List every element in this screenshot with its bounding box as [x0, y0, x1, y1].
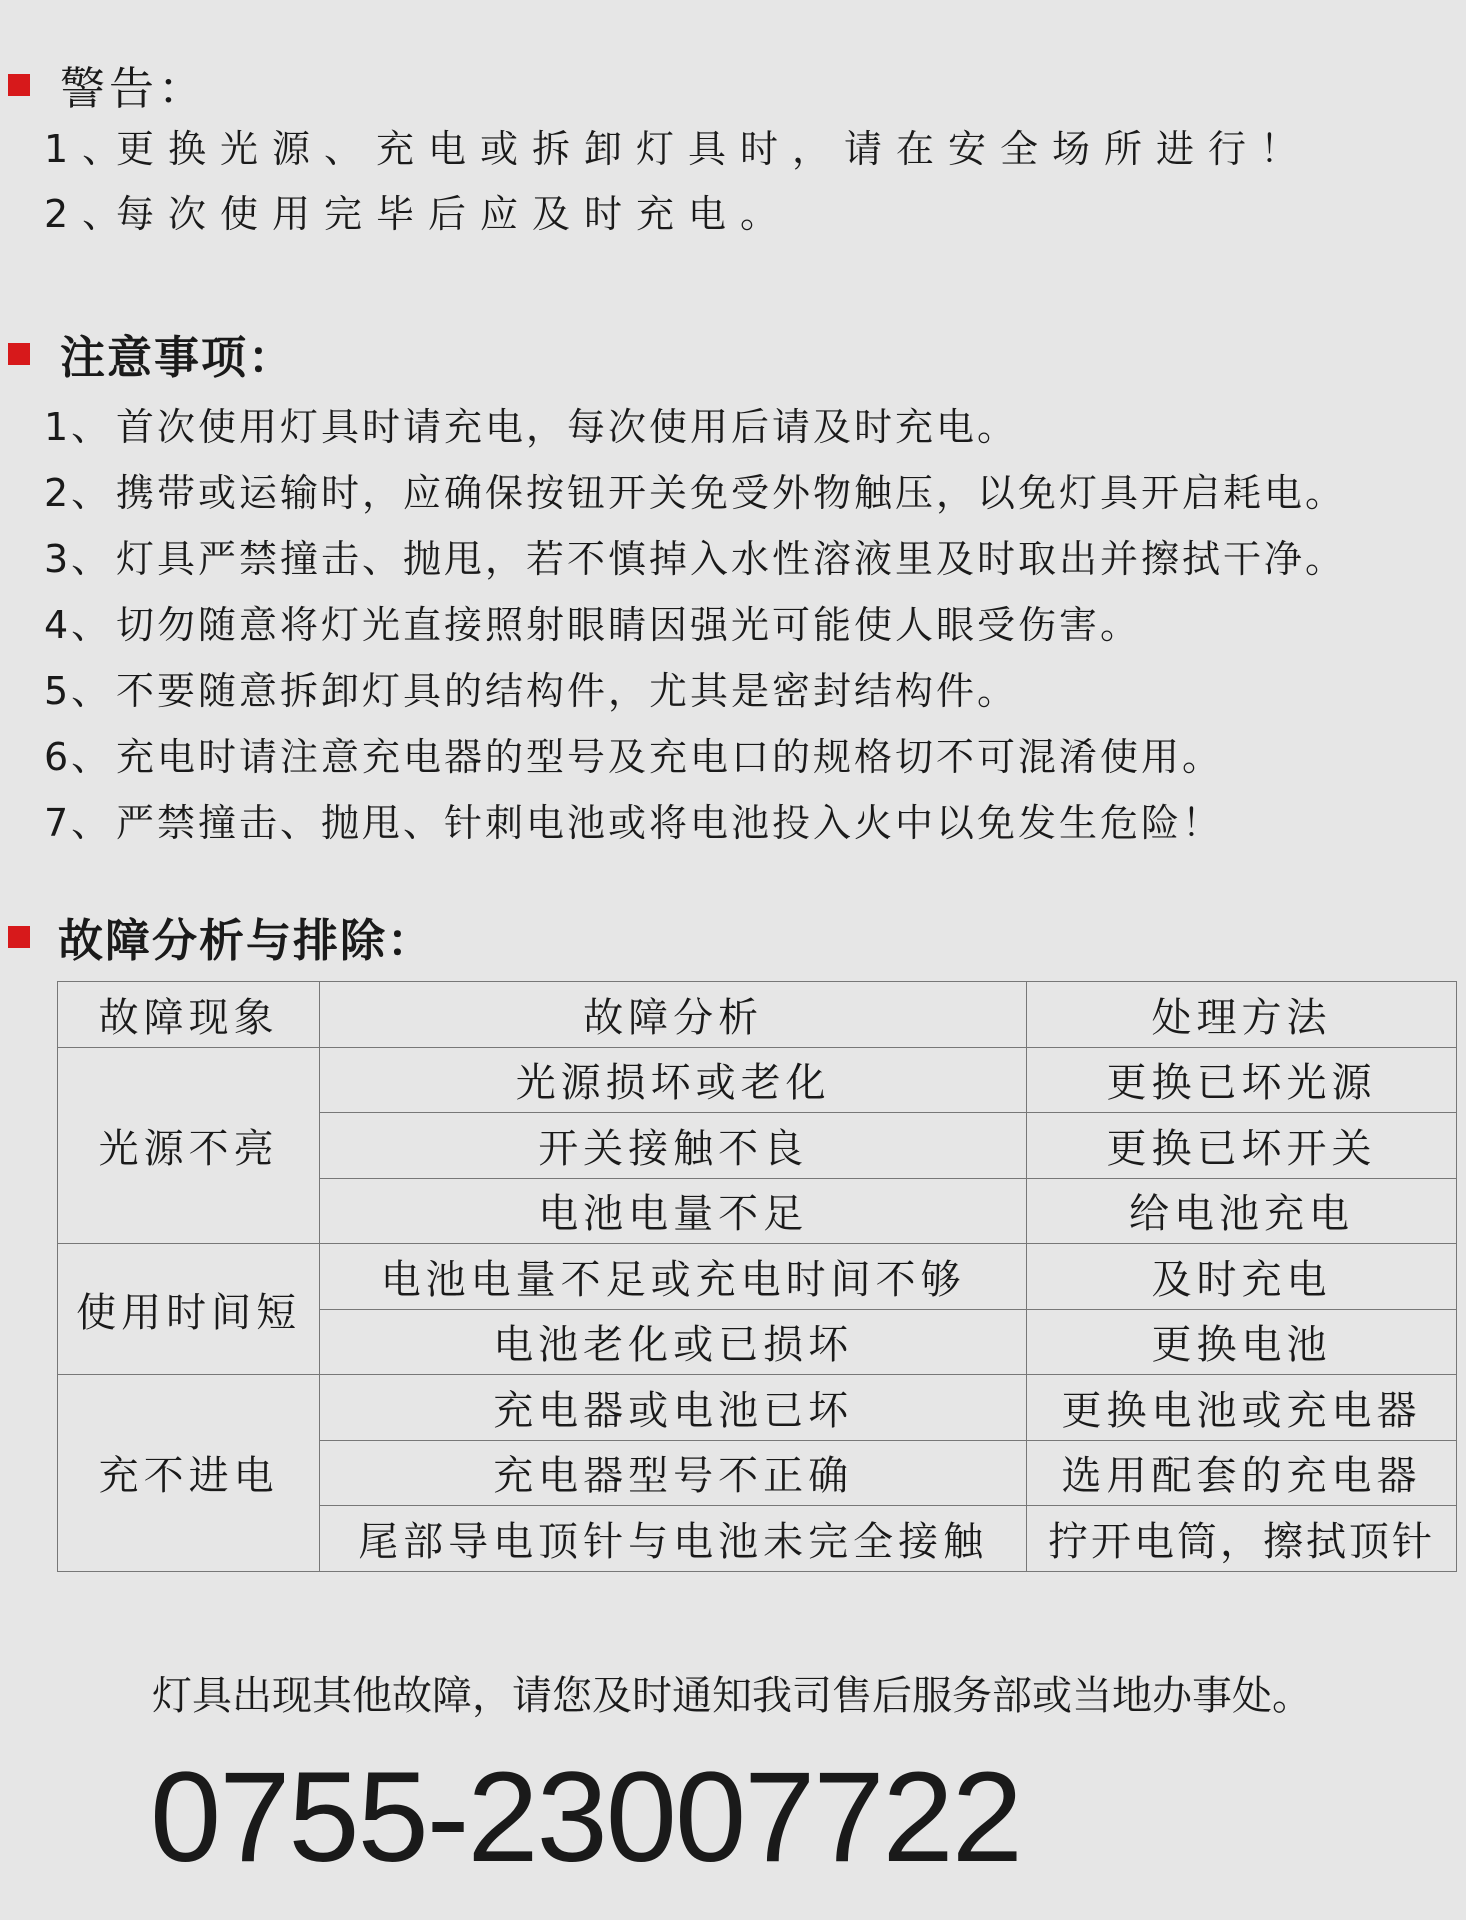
notes-item [44, 792, 1223, 847]
notes-item-text: 首次使用灯具时请充电，每次使用后请及时充电。 [116, 405, 1019, 449]
symptom-cell: 使用时间短 [58, 1244, 320, 1375]
analysis-cell: 开关接触不良 [320, 1113, 1027, 1179]
table-row [58, 1244, 1457, 1310]
warning-item-text: 每次使用完毕后应及时充电。 [116, 192, 793, 236]
notes-item-number: 6、 [44, 735, 113, 779]
symptom-cell: 光源不亮 [58, 1047, 320, 1244]
notes-item-number: 3、 [44, 537, 113, 581]
analysis-cell: 充电器型号不正确 [320, 1440, 1027, 1506]
notes-item-text: 灯具严禁撞击、抛甩，若不慎掉入水性溶液里及时取出并擦拭干净。 [116, 537, 1347, 581]
notes-item [44, 462, 1346, 517]
warning-heading: 警告： [60, 62, 208, 115]
troubleshooting-heading: 故障分析与排除： [58, 914, 435, 967]
warning-item-text: 更换光源、充电或拆卸灯具时，请在安全场所进行！ [116, 127, 1313, 171]
table-row [58, 1047, 1457, 1113]
analysis-cell: 电池老化或已损坏 [320, 1309, 1027, 1375]
table-header-row [58, 982, 1457, 1048]
notes-item-number: 2、 [44, 471, 113, 515]
red-square-bullet-icon [8, 74, 30, 96]
notes-item-number: 7、 [44, 801, 113, 845]
troubleshooting-table [57, 981, 1457, 1572]
notes-item-number: 5、 [44, 669, 113, 713]
notes-item-text: 不要随意拆卸灯具的结构件，尤其是密封结构件。 [116, 669, 1019, 713]
notes-item [44, 396, 1018, 451]
solution-cell: 更换电池 [1027, 1309, 1457, 1375]
warning-heading-row [8, 52, 207, 117]
solution-cell: 更换已坏光源 [1027, 1047, 1457, 1113]
warning-item [44, 183, 792, 238]
analysis-cell: 充电器或电池已坏 [320, 1375, 1027, 1441]
phone-number: 0755-23007722 [150, 1746, 1021, 1889]
solution-cell: 更换已坏开关 [1027, 1113, 1457, 1179]
solution-cell: 选用配套的充电器 [1027, 1440, 1457, 1506]
service-note: 灯具出现其他故障，请您及时通知我司售后服务部或当地办事处。 [152, 1673, 1312, 1719]
notes-item [44, 660, 1018, 715]
analysis-cell: 尾部导电顶针与电池未完全接触 [320, 1506, 1027, 1572]
notes-item-text: 切勿随意将灯光直接照射眼睛因强光可能使人眼受伤害。 [116, 603, 1142, 647]
warning-item-number: 1、 [44, 127, 135, 171]
column-header-symptom: 故障现象 [58, 982, 320, 1048]
column-header-solution: 处理方法 [1027, 982, 1457, 1048]
warning-item [44, 118, 1312, 173]
notes-item-text: 严禁撞击、抛甩、针刺电池或将电池投入火中以免发生危险！ [116, 801, 1224, 845]
notes-item [44, 528, 1346, 583]
analysis-cell: 电池电量不足 [320, 1178, 1027, 1244]
symptom-cell: 充不进电 [58, 1375, 320, 1572]
solution-cell: 更换电池或充电器 [1027, 1375, 1457, 1441]
notes-item-number: 1、 [44, 405, 113, 449]
solution-cell: 及时充电 [1027, 1244, 1457, 1310]
analysis-cell: 电池电量不足或充电时间不够 [320, 1244, 1027, 1310]
column-header-analysis: 故障分析 [320, 982, 1027, 1048]
table-row [58, 1375, 1457, 1441]
red-square-bullet-icon [8, 926, 30, 948]
solution-cell: 给电池充电 [1027, 1178, 1457, 1244]
warning-item-number: 2、 [44, 192, 135, 236]
red-square-bullet-icon [8, 343, 30, 365]
troubleshooting-heading-row [8, 904, 434, 969]
notes-item-number: 4、 [44, 603, 113, 647]
solution-cell: 拧开电筒，擦拭顶针 [1027, 1506, 1457, 1572]
analysis-cell: 光源损坏或老化 [320, 1047, 1027, 1113]
notes-heading: 注意事项： [60, 331, 296, 384]
notes-item-text: 充电时请注意充电器的型号及充电口的规格切不可混淆使用。 [116, 735, 1224, 779]
notes-item [44, 594, 1141, 649]
notes-item [44, 726, 1223, 781]
notes-item-text: 携带或运输时，应确保按钮开关免受外物触压，以免灯具开启耗电。 [116, 471, 1347, 515]
notes-heading-row [8, 321, 295, 386]
